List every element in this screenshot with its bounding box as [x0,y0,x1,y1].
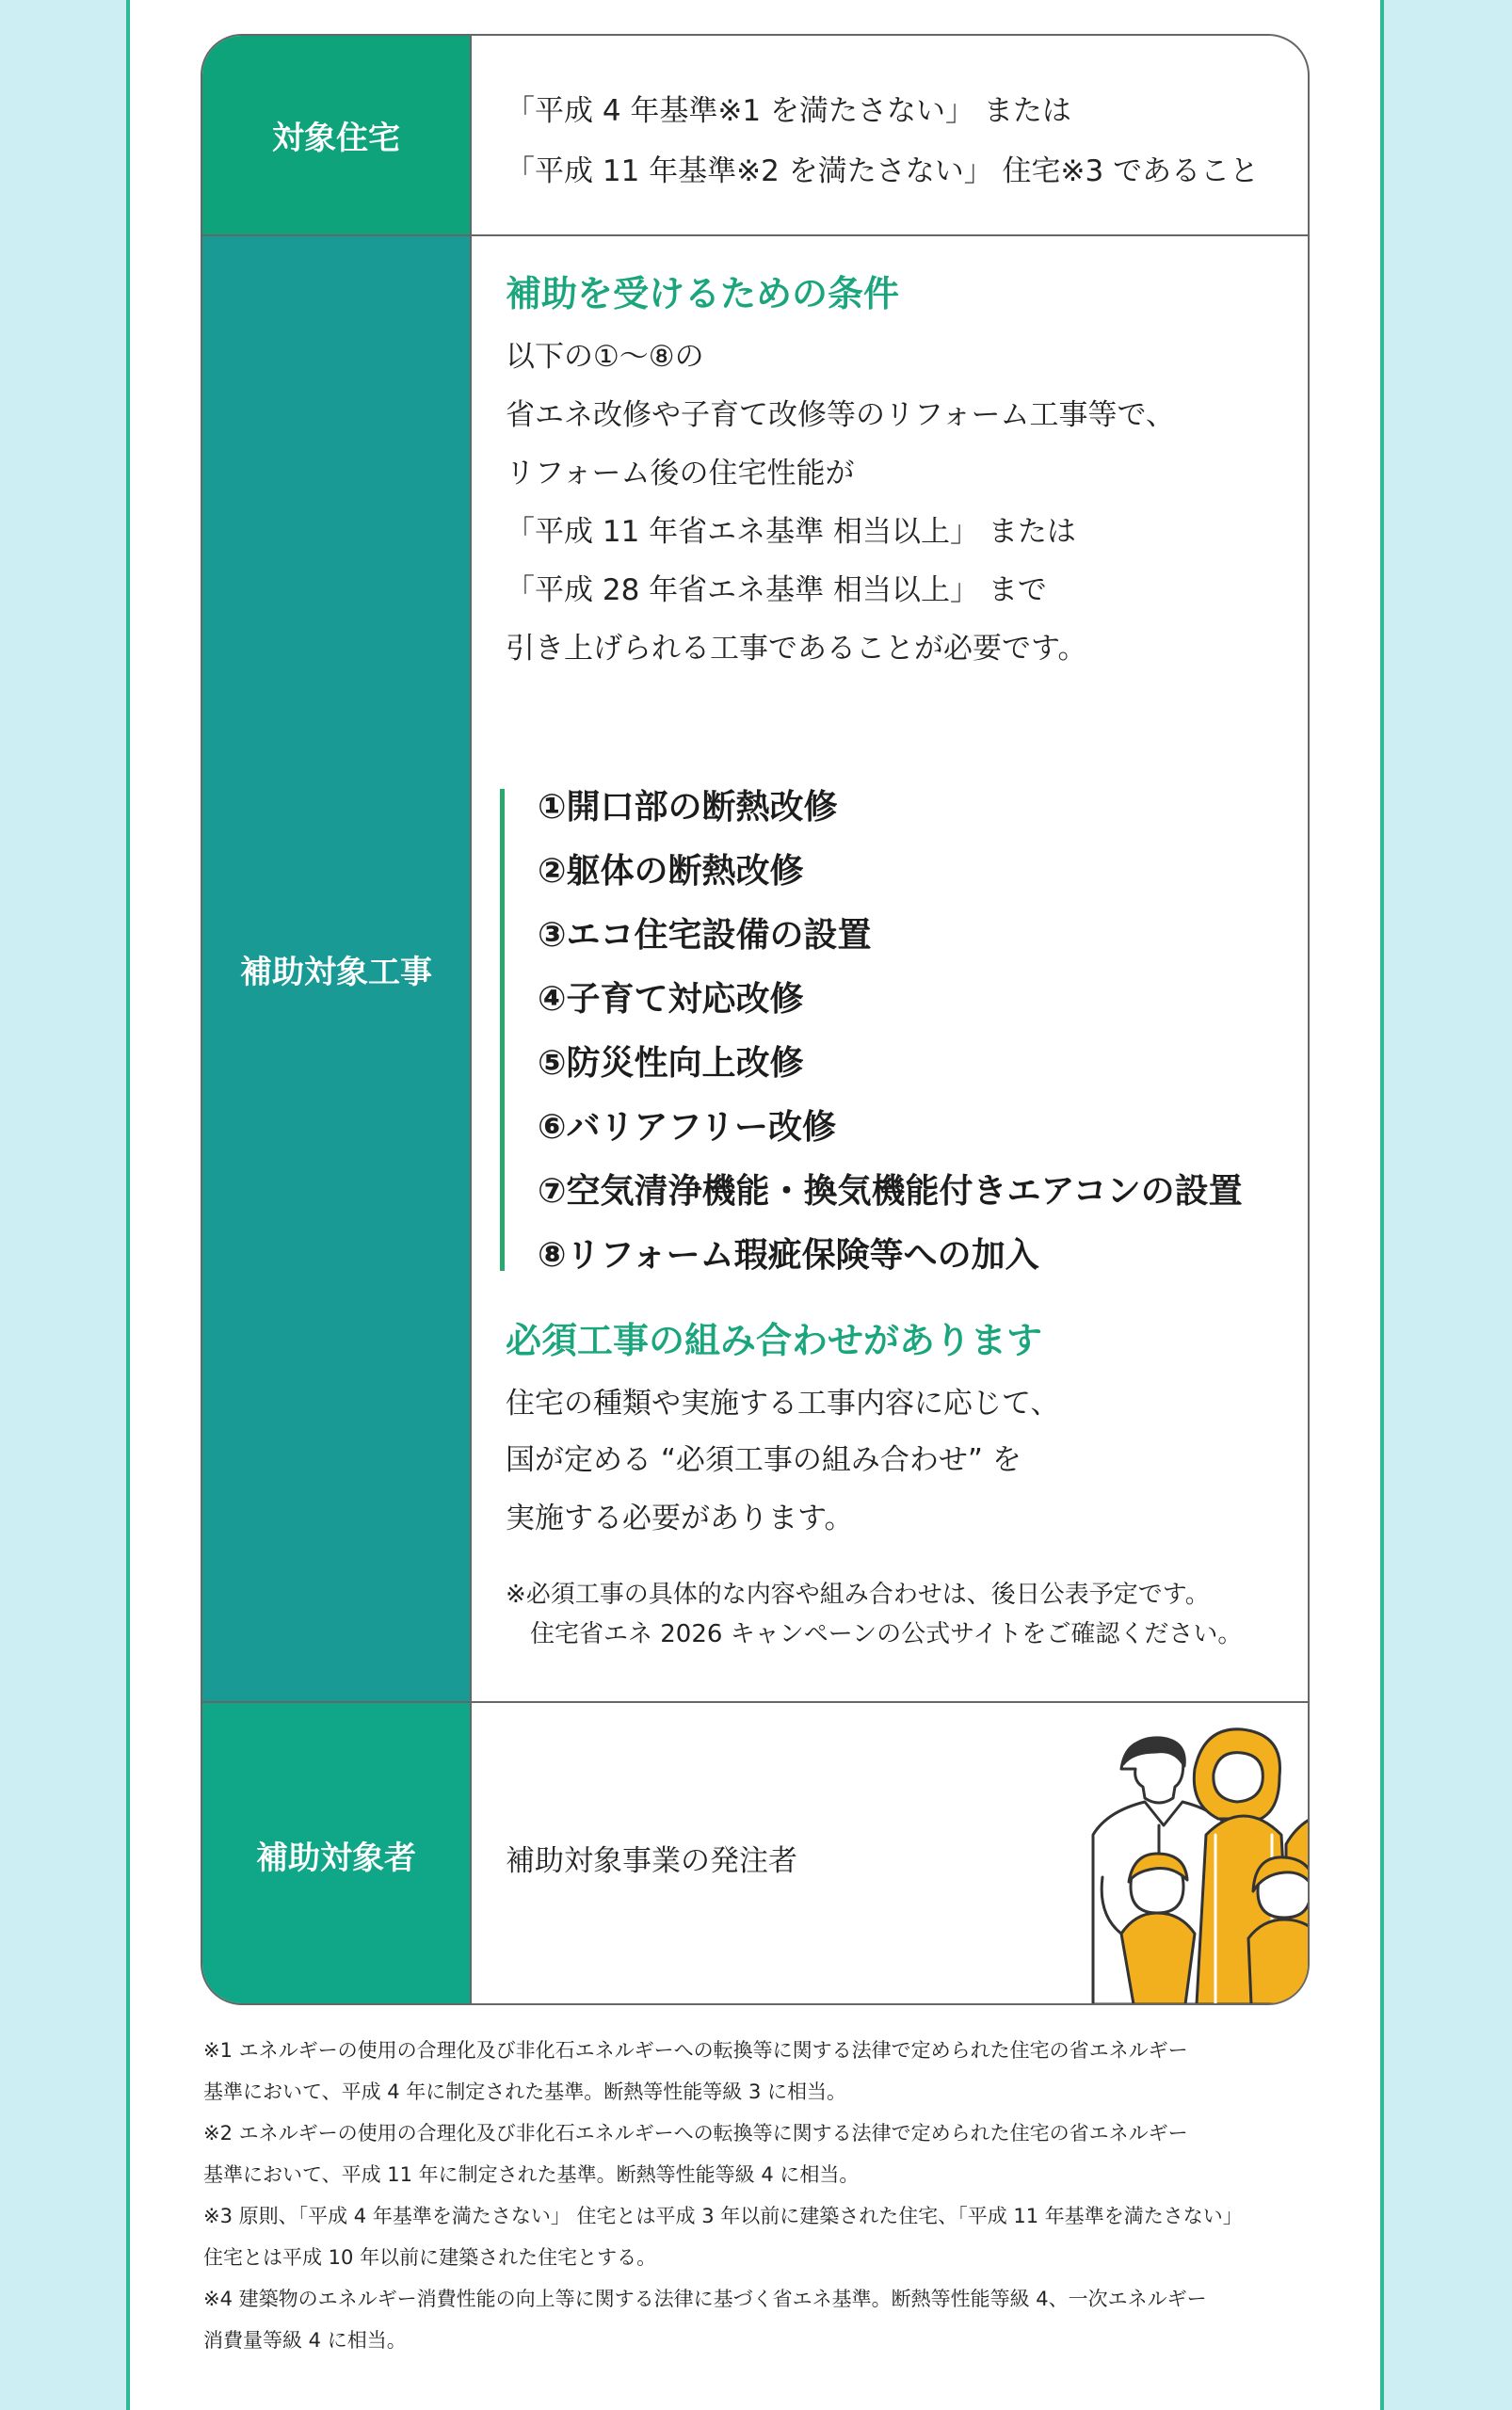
target-house-line: 「平成 4 年基準※1 を満たさない」 または [506,94,1071,128]
subsidy-recipient-row [202,1701,1308,2005]
conditions-line: 「平成 28 年省エネ基準 相当以上」 まで [506,573,1047,607]
work-item: ⑤防災性向上改修 [538,1044,804,1083]
subsidy-table [201,34,1310,2005]
work-item: ⑧リフォーム瑕疵保険等への加入 [538,1236,1039,1275]
required-line: 実施する必要があります。 [506,1502,854,1535]
footnote-line: ※4 建築物のエネルギー消費性能の向上等に関する法律に基づく省エネ基準。断熱等性能等級 4、一次エネルギー [203,2288,1207,2310]
footnote-line: 基準において、平成 11 年に制定された基準。断熱等性能等級 4 に相当。 [203,2163,860,2186]
subsidy-recipient-body [472,1703,1308,2005]
work-item: ④子育て対応改修 [538,980,804,1019]
subsidy-works-heading: 補助対象工事 [202,236,472,1701]
footnote-line: 基準において、平成 4 年に制定された基準。断熱等性能等級 3 に相当。 [203,2081,847,2103]
required-title: 必須工事の組み合わせがあります [506,1320,1043,1361]
target-house-body [472,36,1308,234]
conditions-title: 補助を受けるための条件 [506,273,900,314]
girl-figure [1248,1857,1310,2004]
work-item: ⑥バリアフリー改修 [538,1108,837,1147]
conditions-line: 「平成 11 年省エネ基準 相当以上」 または [506,515,1076,549]
work-item: ⑦空気清浄機能・換気機能付きエアコンの設置 [538,1172,1243,1211]
work-item: ③エコ住宅設備の設置 [538,916,872,955]
work-item: ①開口部の断熱改修 [538,788,838,827]
note-line: 住宅省エネ 2026 キャンペーンの公式サイトをご確認ください。 [530,1620,1243,1648]
footnote-line: ※1 エネルギーの使用の合理化及び非化石エネルギーへの転換等に関する法律で定められた住宅の省エネルギー [203,2039,1188,2062]
note-line: ※必須工事の具体的な内容や組み合わせは、後日公表予定です。 [506,1581,1210,1609]
required-line: 住宅の種類や実施する工事内容に応じて、 [506,1387,1060,1421]
target-house-line: 「平成 11 年基準※2 を満たさない」 住宅※3 であること [506,154,1260,188]
footnote-line: ※3 原則、「平成 4 年基準を満たさない」 住宅とは平成 3 年以前に建築された住宅、「平成 11 年基準を満たさない」 [203,2205,1243,2227]
target-house-heading: 対象住宅 [202,36,472,234]
conditions-line: 引き上げられる工事であることが必要です。 [506,632,1087,666]
conditions-line: リフォーム後の住宅性能が [506,457,855,490]
required-line: 国が定める “必須工事の組み合わせ” を [506,1443,1021,1477]
list-accent-bar [500,789,505,1271]
footnote-line: ※2 エネルギーの使用の合理化及び非化石エネルギーへの転換等に関する法律で定められた住宅の省エネルギー [203,2122,1188,2145]
subsidy-works-body [472,236,1308,1701]
target-house-row [202,36,1308,234]
conditions-line: 省エネ改修や子育て改修等のリフォーム工事等で、 [506,398,1175,432]
conditions-line: 以下の①～⑧の [506,340,704,374]
subsidy-recipient-heading: 補助対象者 [202,1703,472,2005]
footnote-line: 住宅とは平成 10 年以前に建築された住宅とする。 [203,2246,657,2269]
footnote-line: 消費量等級 4 に相当。 [203,2329,407,2352]
subsidy-works-row [202,234,1308,1701]
subsidy-recipient-text: 補助対象事業の発注者 [506,1844,797,1878]
family-illustration [1055,1722,1310,2004]
work-item: ②躯体の断熱改修 [538,852,804,891]
